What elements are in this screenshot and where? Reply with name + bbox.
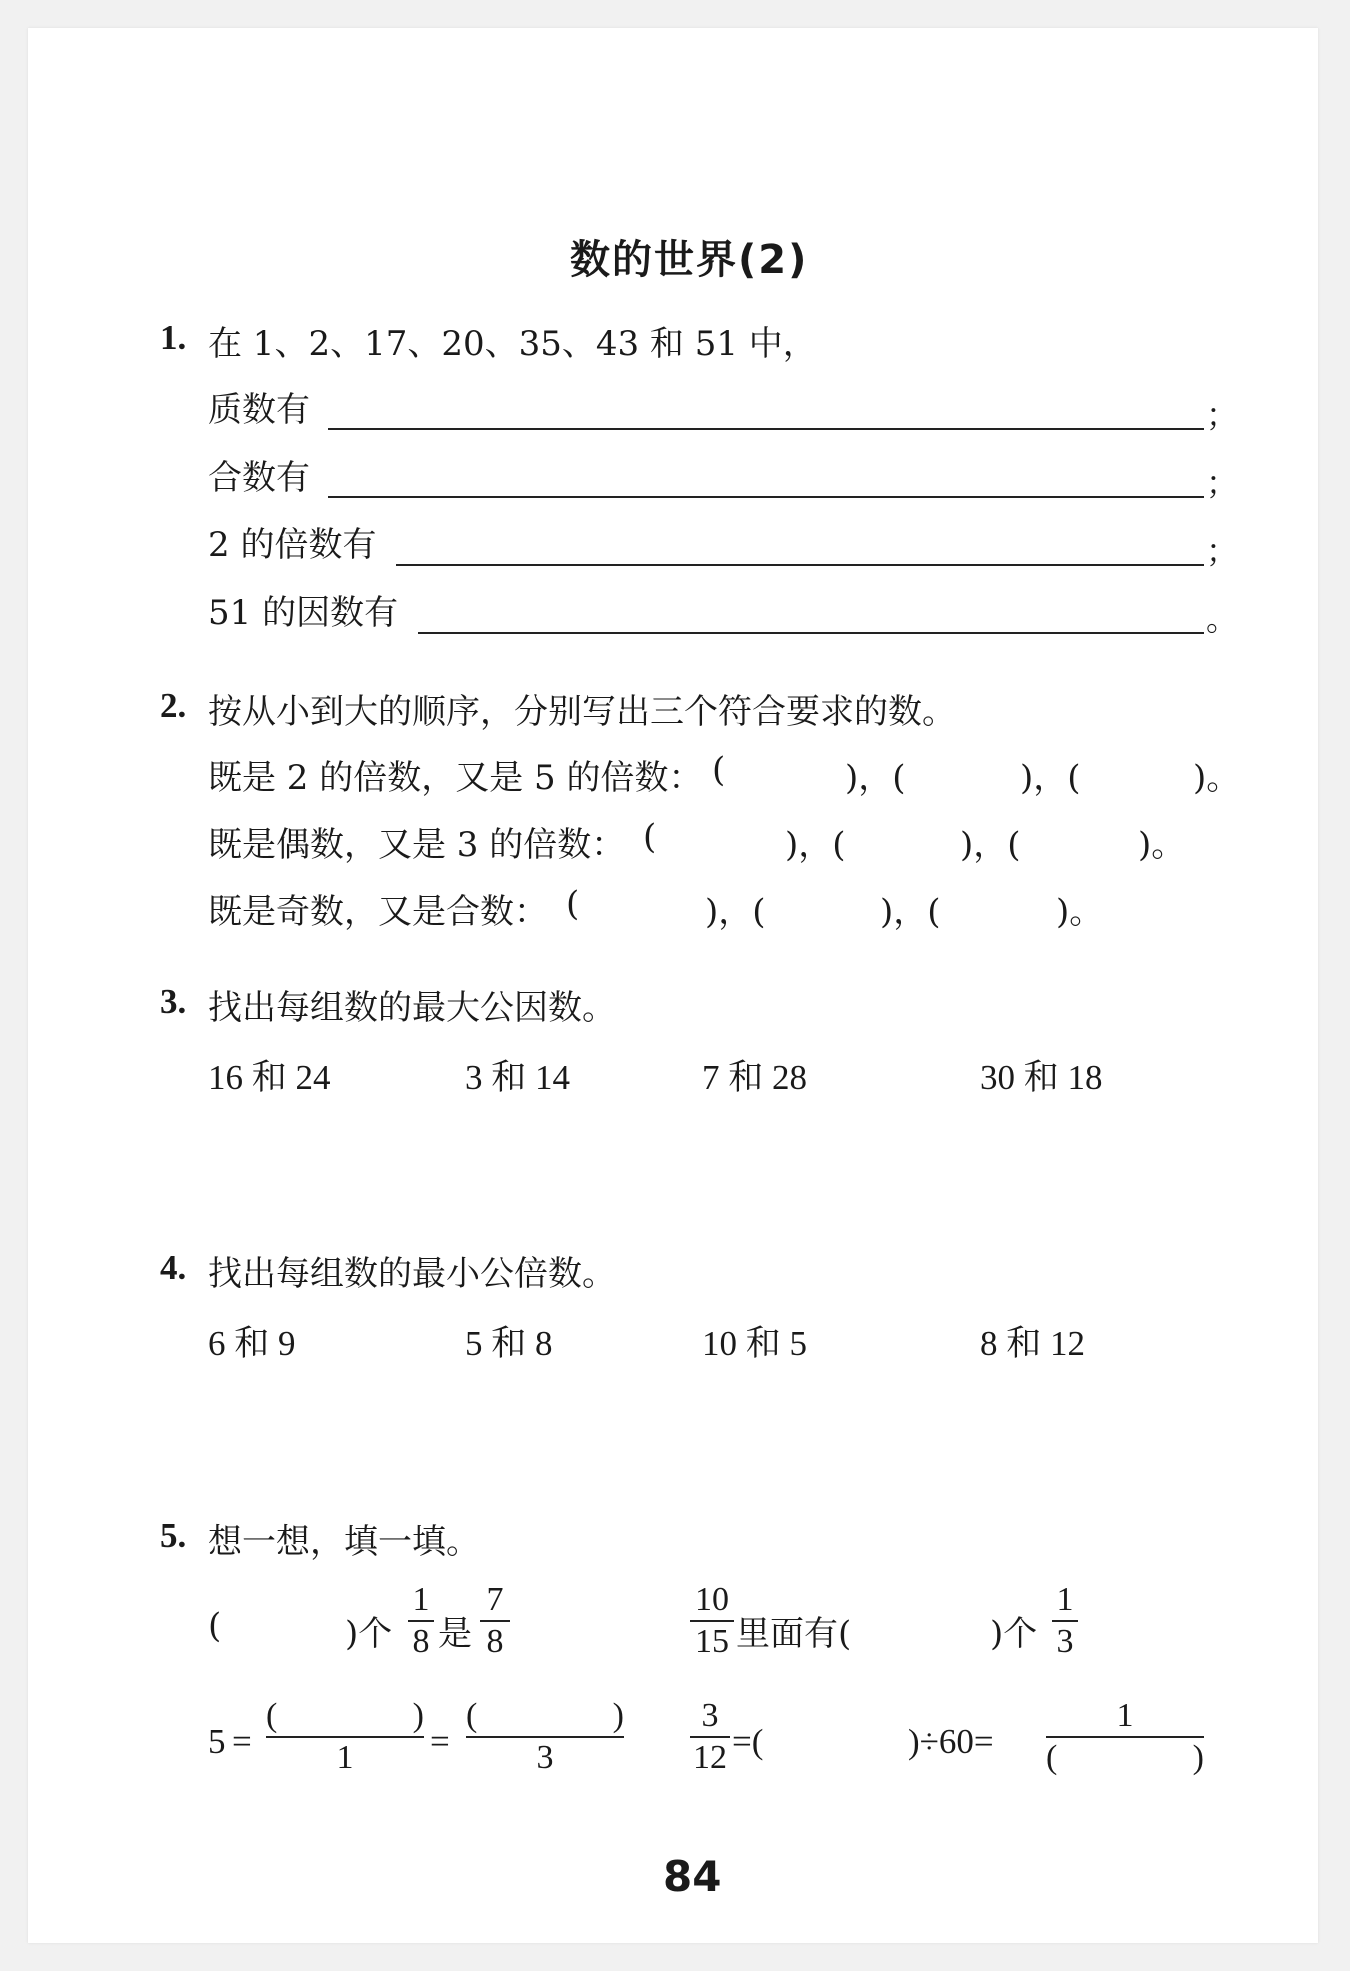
- q3-number: 3.: [160, 982, 187, 1021]
- q1-primes-label: 质数有: [208, 390, 310, 430]
- q5c-five: 5: [208, 1722, 226, 1761]
- q2-row3-close2: )，(: [880, 892, 941, 932]
- q5a-close-ge: )个: [345, 1614, 393, 1654]
- page-number: 84: [663, 1852, 722, 1901]
- close-paren: ): [612, 1697, 624, 1734]
- numerator: 1: [1056, 1581, 1074, 1618]
- open-paren: (: [1046, 1739, 1058, 1776]
- denominator: 8: [412, 1623, 430, 1660]
- q3-prompt: 找出每组数的最大公因数。: [208, 988, 616, 1028]
- q5-prompt: 想一想，填一填。: [208, 1522, 480, 1562]
- q2-row3-label: 既是奇数，又是合数：: [208, 892, 548, 932]
- q2-row3-close3: )。: [1056, 892, 1104, 932]
- q3-item-2: 3 和 14: [465, 1058, 571, 1097]
- numerator-parens[interactable]: [466, 1696, 624, 1736]
- q2-row2-close2: )，(: [960, 825, 1021, 865]
- q2-row2-close1: )，(: [785, 825, 846, 865]
- q5d-fraction-one-over: [1046, 1696, 1204, 1778]
- q1-composites-end: ；: [1206, 464, 1239, 502]
- q2-row3-open: (: [566, 884, 580, 924]
- q5c-fraction-over-3: [466, 1696, 624, 1778]
- denominator: 3: [1056, 1623, 1074, 1660]
- open-paren: (: [466, 1697, 478, 1734]
- q1-number: 1.: [160, 318, 187, 357]
- page-title: 数的世界(2): [570, 237, 809, 283]
- q2-row2-label: 既是偶数，又是 3 的倍数：: [208, 825, 626, 865]
- q3-item-4: 30 和 18: [980, 1058, 1103, 1097]
- denominator: 8: [486, 1623, 504, 1660]
- q2-row1-label: 既是 2 的倍数，又是 5 的倍数：: [208, 758, 703, 798]
- q2-row2-open: (: [643, 817, 657, 857]
- q5d-equals-open: =(: [732, 1722, 764, 1761]
- q5a-fraction-one-eighth: [408, 1580, 434, 1662]
- q3-item-1: 16 和 24: [208, 1058, 331, 1097]
- q4-prompt: 找出每组数的最小公倍数。: [208, 1254, 616, 1294]
- q1-composites-label: 合数有: [208, 458, 310, 498]
- q1-primes-end: ；: [1206, 396, 1239, 434]
- q5a-shi: 是: [438, 1614, 472, 1654]
- numerator-parens[interactable]: [266, 1696, 424, 1736]
- q5d-divide-60: )÷60=: [908, 1722, 994, 1761]
- numerator: 7: [486, 1581, 504, 1618]
- numerator: 3: [701, 1697, 719, 1734]
- numerator: 1: [1116, 1697, 1134, 1734]
- q5b-close-ge: )个: [990, 1614, 1038, 1654]
- q5-number: 5.: [160, 1516, 187, 1555]
- denominator: 3: [536, 1739, 554, 1776]
- q5c-fraction-over-1: [266, 1696, 424, 1778]
- q2-row1-close2: )，(: [1020, 758, 1081, 798]
- denominator: 15: [695, 1623, 729, 1660]
- q4-item-4: 8 和 12: [980, 1324, 1086, 1363]
- q5b-text: 里面有(: [736, 1614, 852, 1654]
- q4-item-1: 6 和 9: [208, 1324, 296, 1363]
- q1-composites-answer-line[interactable]: [328, 496, 1204, 498]
- q1-factors-of-51-end: 。: [1206, 600, 1239, 638]
- q1-prompt: 在 1、2、17、20、35、43 和 51 中，: [208, 324, 817, 364]
- q1-multiples-of-2-end: ；: [1206, 532, 1239, 570]
- q2-row1-close1: )，(: [845, 758, 906, 798]
- q2-row1-close3: )。: [1193, 758, 1241, 798]
- q1-multiples-of-2-answer-line[interactable]: [396, 564, 1204, 566]
- q5b-fraction-ten-fifteenths: [690, 1580, 734, 1662]
- open-paren: (: [266, 1697, 278, 1734]
- q4-number: 4.: [160, 1248, 187, 1287]
- q1-multiples-of-2-label: 2 的倍数有: [208, 525, 377, 565]
- q5a-fraction-seven-eighths: [480, 1580, 510, 1662]
- q1-factors-of-51-label: 51 的因数有: [208, 593, 399, 633]
- q2-row2-close3: )。: [1138, 825, 1186, 865]
- numerator: 10: [695, 1581, 729, 1618]
- q2-row3-close1: )，(: [705, 892, 766, 932]
- q4-item-2: 5 和 8: [465, 1324, 553, 1363]
- denominator: 1: [336, 1739, 354, 1776]
- q4-item-3: 10 和 5: [702, 1324, 808, 1363]
- q5a-open-paren: (: [208, 1606, 222, 1646]
- numerator: 1: [412, 1581, 430, 1618]
- q2-number: 2.: [160, 686, 187, 725]
- q5c-equals-2: =: [430, 1722, 450, 1761]
- q5b-fraction-one-third: [1052, 1580, 1078, 1662]
- q2-row1-open: (: [712, 750, 726, 790]
- q3-item-3: 7 和 28: [702, 1058, 808, 1097]
- close-paren: ): [1192, 1739, 1204, 1776]
- q5d-fraction-three-twelfths: [690, 1696, 730, 1778]
- close-paren: ): [412, 1697, 424, 1734]
- q2-prompt: 按从小到大的顺序，分别写出三个符合要求的数。: [208, 692, 956, 732]
- q5c-equals-1: =: [232, 1722, 252, 1761]
- q1-primes-answer-line[interactable]: [328, 428, 1204, 430]
- denominator-parens[interactable]: [1046, 1738, 1204, 1778]
- denominator: 12: [693, 1739, 727, 1776]
- q1-factors-of-51-answer-line[interactable]: [418, 632, 1204, 634]
